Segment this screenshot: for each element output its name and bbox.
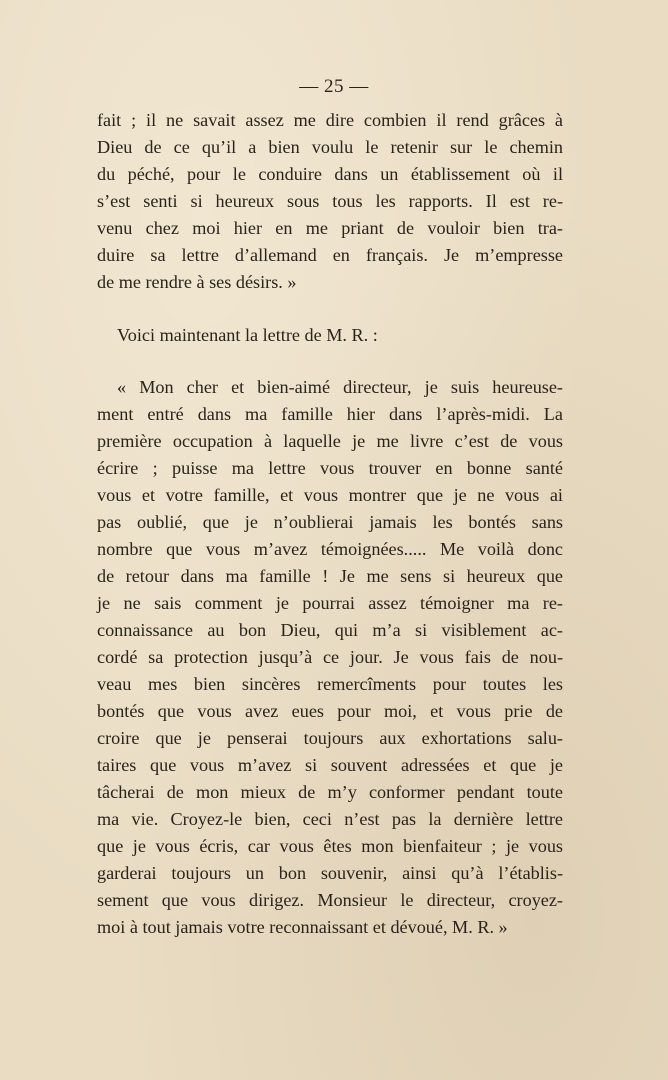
page-number: — 25 — <box>299 76 369 97</box>
text-line: de me rendre à ses désirs. » <box>97 272 297 292</box>
text-line: écrire ; puisse ma lettre vous trouver en bonne santé <box>97 458 563 478</box>
text-line: nombre que vous m’avez témoignées..... Me voilà donc <box>97 539 563 559</box>
text-line: bontés que vous avez eues pour moi, et vous prie de <box>97 701 563 721</box>
text-line: duire sa lettre d’allemand en français. Je m’empresse <box>97 245 563 265</box>
text-line: sement que vous dirigez. Monsieur le directeur, croyez- <box>97 890 563 910</box>
text-line: première occupation à laquelle je me livre c’est de vous <box>97 431 563 451</box>
text-line: que je vous écris, car vous êtes mon bienfaiteur ; je vous <box>97 836 563 856</box>
paragraph-letter <box>97 374 563 941</box>
text-line: cordé sa protection jusqu’à ce jour. Je vous fais de nou- <box>97 647 563 667</box>
text-line: tâcherai de mon mieux de m’y conformer pendant toute <box>97 782 563 802</box>
text-line: moi à tout jamais votre reconnaissant et dévoué, M. R. » <box>97 917 508 937</box>
text-line: je ne sais comment je pourrai assez témoigner ma re- <box>97 593 563 613</box>
text-line: croire que je penserai toujours aux exhortations salu- <box>97 728 563 748</box>
text-line: venu chez moi hier en me priant de vouloir bien tra- <box>97 218 563 238</box>
text-line: Voici maintenant la lettre de M. R. : <box>117 325 378 345</box>
text-line: fait ; il ne savait assez me dire combien il rend grâces à <box>97 110 563 130</box>
text-line: connaissance au bon Dieu, qui m’a si visiblement ac- <box>97 620 563 640</box>
text-line: ma vie. Croyez-le bien, ceci n’est pas la dernière lettre <box>97 809 563 829</box>
text-line: du péché, pour le conduire dans un établissement où il <box>97 164 563 184</box>
text-line: s’est senti si heureux sous tous les rapports. Il est re- <box>97 191 563 211</box>
text-line: ment entré dans ma famille hier dans l’après-midi. La <box>97 404 563 424</box>
text-line: garderai toujours un bon souvenir, ainsi qu’à l’établis- <box>97 863 563 883</box>
text-line: « Mon cher et bien-aimé directeur, je suis heureuse- <box>117 377 563 397</box>
text-line: vous et votre famille, et vous montrer que je ne vous ai <box>97 485 563 505</box>
paragraph-closing-quote <box>97 107 563 296</box>
text-line: Dieu de ce qu’il a bien voulu le retenir sur le chemin <box>97 137 563 157</box>
paragraph-intro-letter <box>97 322 563 349</box>
text-line: pas oublié, que je n’oublierai jamais les bontés sans <box>97 512 563 532</box>
text-line: de retour dans ma famille ! Je me sens si heureux que <box>97 566 563 586</box>
text-line: veau mes bien sincères remercîments pour toutes les <box>97 674 563 694</box>
text-line: taires que vous m’avez si souvent adressées et que je <box>97 755 563 775</box>
